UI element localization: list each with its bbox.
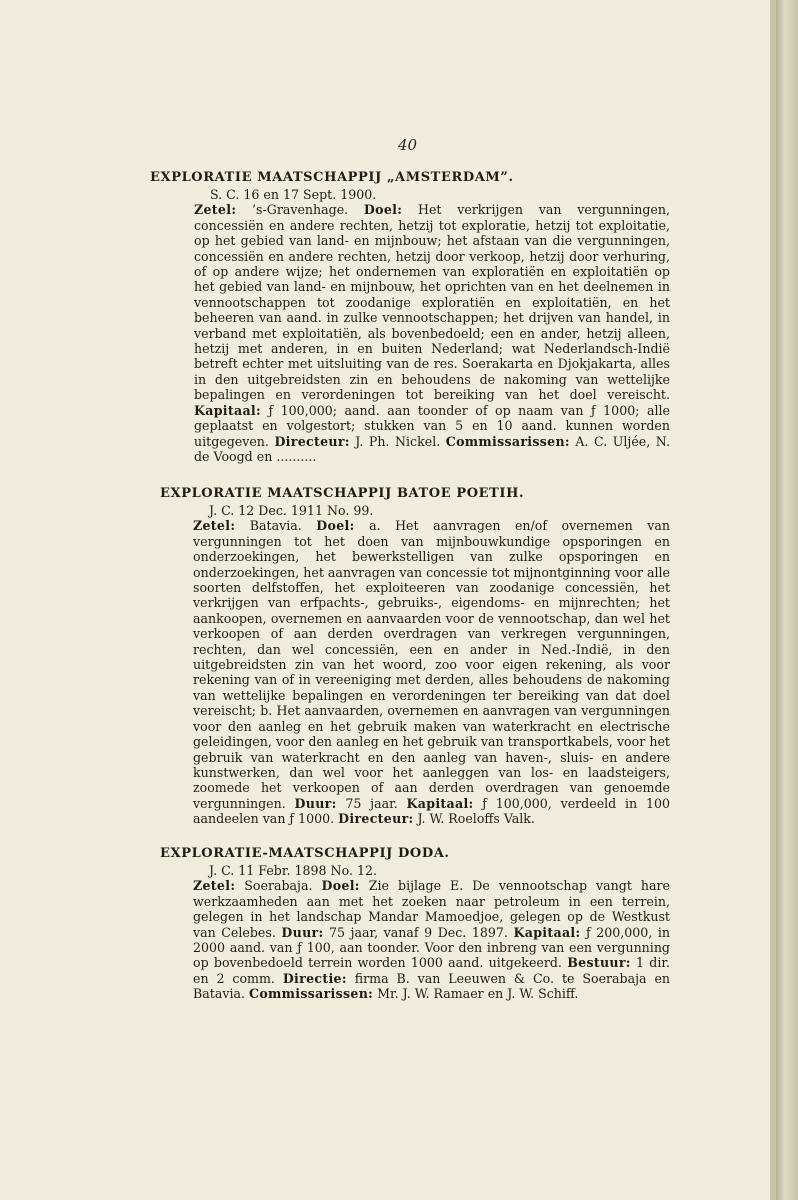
kapitaal-text: ƒ 100,000; aand. aan toonder of op naam van ƒ 1000; alle geplaatst en volgestort; stukken van 5 en 10 aand. kunnen worden uitgegeven. <box>194 402 670 449</box>
duur-text: 75 jaar. <box>336 795 407 811</box>
commissarissen-label: Commissarissen: <box>249 986 374 1002</box>
entry-body <box>193 863 670 1002</box>
directeur-label: Directeur: <box>274 433 350 449</box>
directeur-label: Directeur: <box>338 811 414 827</box>
doel-label: Doel: <box>321 878 360 894</box>
company-entry-batoe-poetih <box>160 486 670 827</box>
kapitaal-text: ƒ 200,000, in 2000 aand. van ƒ 100, aan toonder. Voor den inbreng van een vergunning op bovenbedoeld terrein worden 1000 aand. uitgekeerd. <box>193 924 670 971</box>
kapitaal-label: Kapitaal: <box>406 795 474 811</box>
commissarissen-text: A. C. Uljée, N. de Voogd en .......... <box>194 433 670 464</box>
registration-line: J. C. 12 Dec. 1911 No. 99. <box>209 503 374 518</box>
duur-label: Duur: <box>294 795 337 811</box>
bestuur-label: Bestuur: <box>567 955 631 971</box>
kapitaal-label: Kapitaal: <box>513 924 581 940</box>
entry-title: EXPLORATIE-MAATSCHAPPIJ DODA. <box>160 846 450 861</box>
doel-text: a. Het aanvragen en/of overnemen van vergunningen tot het doen van mijnbouwkundige opsporingen en onderzoekingen, het bewerkstelligen van zulke opsporingen en onderzoekingen, het aanvragen van concessie tot mijnontginning voor alle soorten delfstoffen, het exploiteeren van zoodanige concessiën, het verkrijgen van erfpachts-, gebruiks-, eigendoms- en mijnrechten; het aankoopen, overnemen en aanvaarden voor de vennootschap, dan wel het verkoopen of aan derden overdragen van verkregen vergunningen, rechten, dan wel concessiën, een en ander in Ned.-Indië, in den uitgebreidsten zin van het woord, zoo voor eigen rekening, als voor rekening van of in vereeniging met derden, alles behoudens de nakoming van wettelijke bepalingen en verordeningen ter bereiking van dat doel vereischt; b. Het aanvaarden, overnemen en aanvragen van vergunningen voor den aanleg en het gebruik maken van waterkracht en electrische geleidingen, voor den aanleg en het gebruik van transportkabels, voor het gebruik van waterkracht en den aanleg van haven-, sluis- en andere kunstwerken, dan wel voor het aanleggen van los- en laadsteigers, zoomede het verkoopen of aan derden overdragen van genoemde vergunningen. <box>193 518 671 811</box>
doel-label: Doel: <box>363 202 403 218</box>
zetel-label: Zetel: <box>193 878 236 894</box>
zetel-value: Soerabaja. <box>235 878 322 894</box>
registration-line: S. C. 16 en 17 Sept. 1900. <box>210 187 377 202</box>
directeur-text: J. Ph. Nickel. <box>349 433 446 449</box>
directeur-text: J. W. Roeloffs Valk. <box>413 811 535 827</box>
commissarissen-text: Mr. J. W. Ramaer en J. W. Schiff. <box>373 986 579 1002</box>
kapitaal-label: Kapitaal: <box>194 402 261 418</box>
doel-text: Zie bijlage E. De vennootschap vangt hare werkzaamheden aan met het zoeken naar petroleum in een terrein, gelegen in het landschap Mandar Mamoedjoe, gelegen op de Westkust van Celebes. <box>193 878 670 940</box>
kapitaal-text: ƒ 100,000, verdeeld in 100 aandeelen van ƒ 1000. <box>193 795 670 827</box>
bestuur-text: 1 dir. en 2 comm. <box>193 955 671 986</box>
zetel-value: ’s-Gravenhage. <box>236 202 364 218</box>
registration-line: J. C. 11 Febr. 1898 No. 12. <box>209 863 377 878</box>
company-entry-amsterdam <box>150 170 670 464</box>
directie-text: firma B. van Leeuwen & Co. te Soerabaja en Batavia. <box>193 970 671 1002</box>
commissarissen-label: Commissarissen: <box>445 433 570 449</box>
page-edge <box>776 0 798 1200</box>
page-number: 40 <box>398 136 418 154</box>
directie-label: Directie: <box>282 970 347 986</box>
zetel-label: Zetel: <box>193 518 236 534</box>
duur-label: Duur: <box>281 924 324 940</box>
duur-text: 75 jaar, vanaf 9 Dec. 1897. <box>323 924 514 940</box>
doel-text: Het verkrijgen van vergunningen, concessiën en andere rechten, hetzij tot exploratie, hetzij tot exploitatie, op het gebied van land- en mijnbouw; het afstaan van die vergunningen, concessiën en andere rechten, hetzij door verkoop, hetzij door verhuring, of op andere wijze; het ondernemen van exploratiën en exploitatiën op het gebied van land- en mijnbouw, het oprichten van en het deelnemen in vennootschappen tot zoodanige exploratiën en exploitatiën, en het beheeren van aand. in zulke vennootschappen; het drijven van handel, in verband met exploitatiën, als bovenbedoeld; een en ander, hetzij alleen, hetzij met anderen, in en buiten Nederland; wat Nederlandsch-Indië betreft echter met uitsluiting van de res. Soerakarta en Djokjakarta, alles in den uitgebreidsten zin en behoudens de nakoming van wettelijke bepalingen en verordeningen tot bereiking van het doel vereischt. <box>194 202 670 403</box>
entry-body <box>193 503 670 827</box>
entry-body <box>194 187 670 464</box>
zetel-value: Batavia. <box>235 518 317 534</box>
entry-title: EXPLORATIE MAATSCHAPPIJ BATOE POETIH. <box>160 486 525 501</box>
company-entry-doda <box>160 846 670 1002</box>
entry-title: EXPLORATIE MAATSCHAPPIJ „AMSTERDAM”. <box>150 170 514 185</box>
doel-label: Doel: <box>316 518 355 534</box>
zetel-label: Zetel: <box>194 202 237 218</box>
